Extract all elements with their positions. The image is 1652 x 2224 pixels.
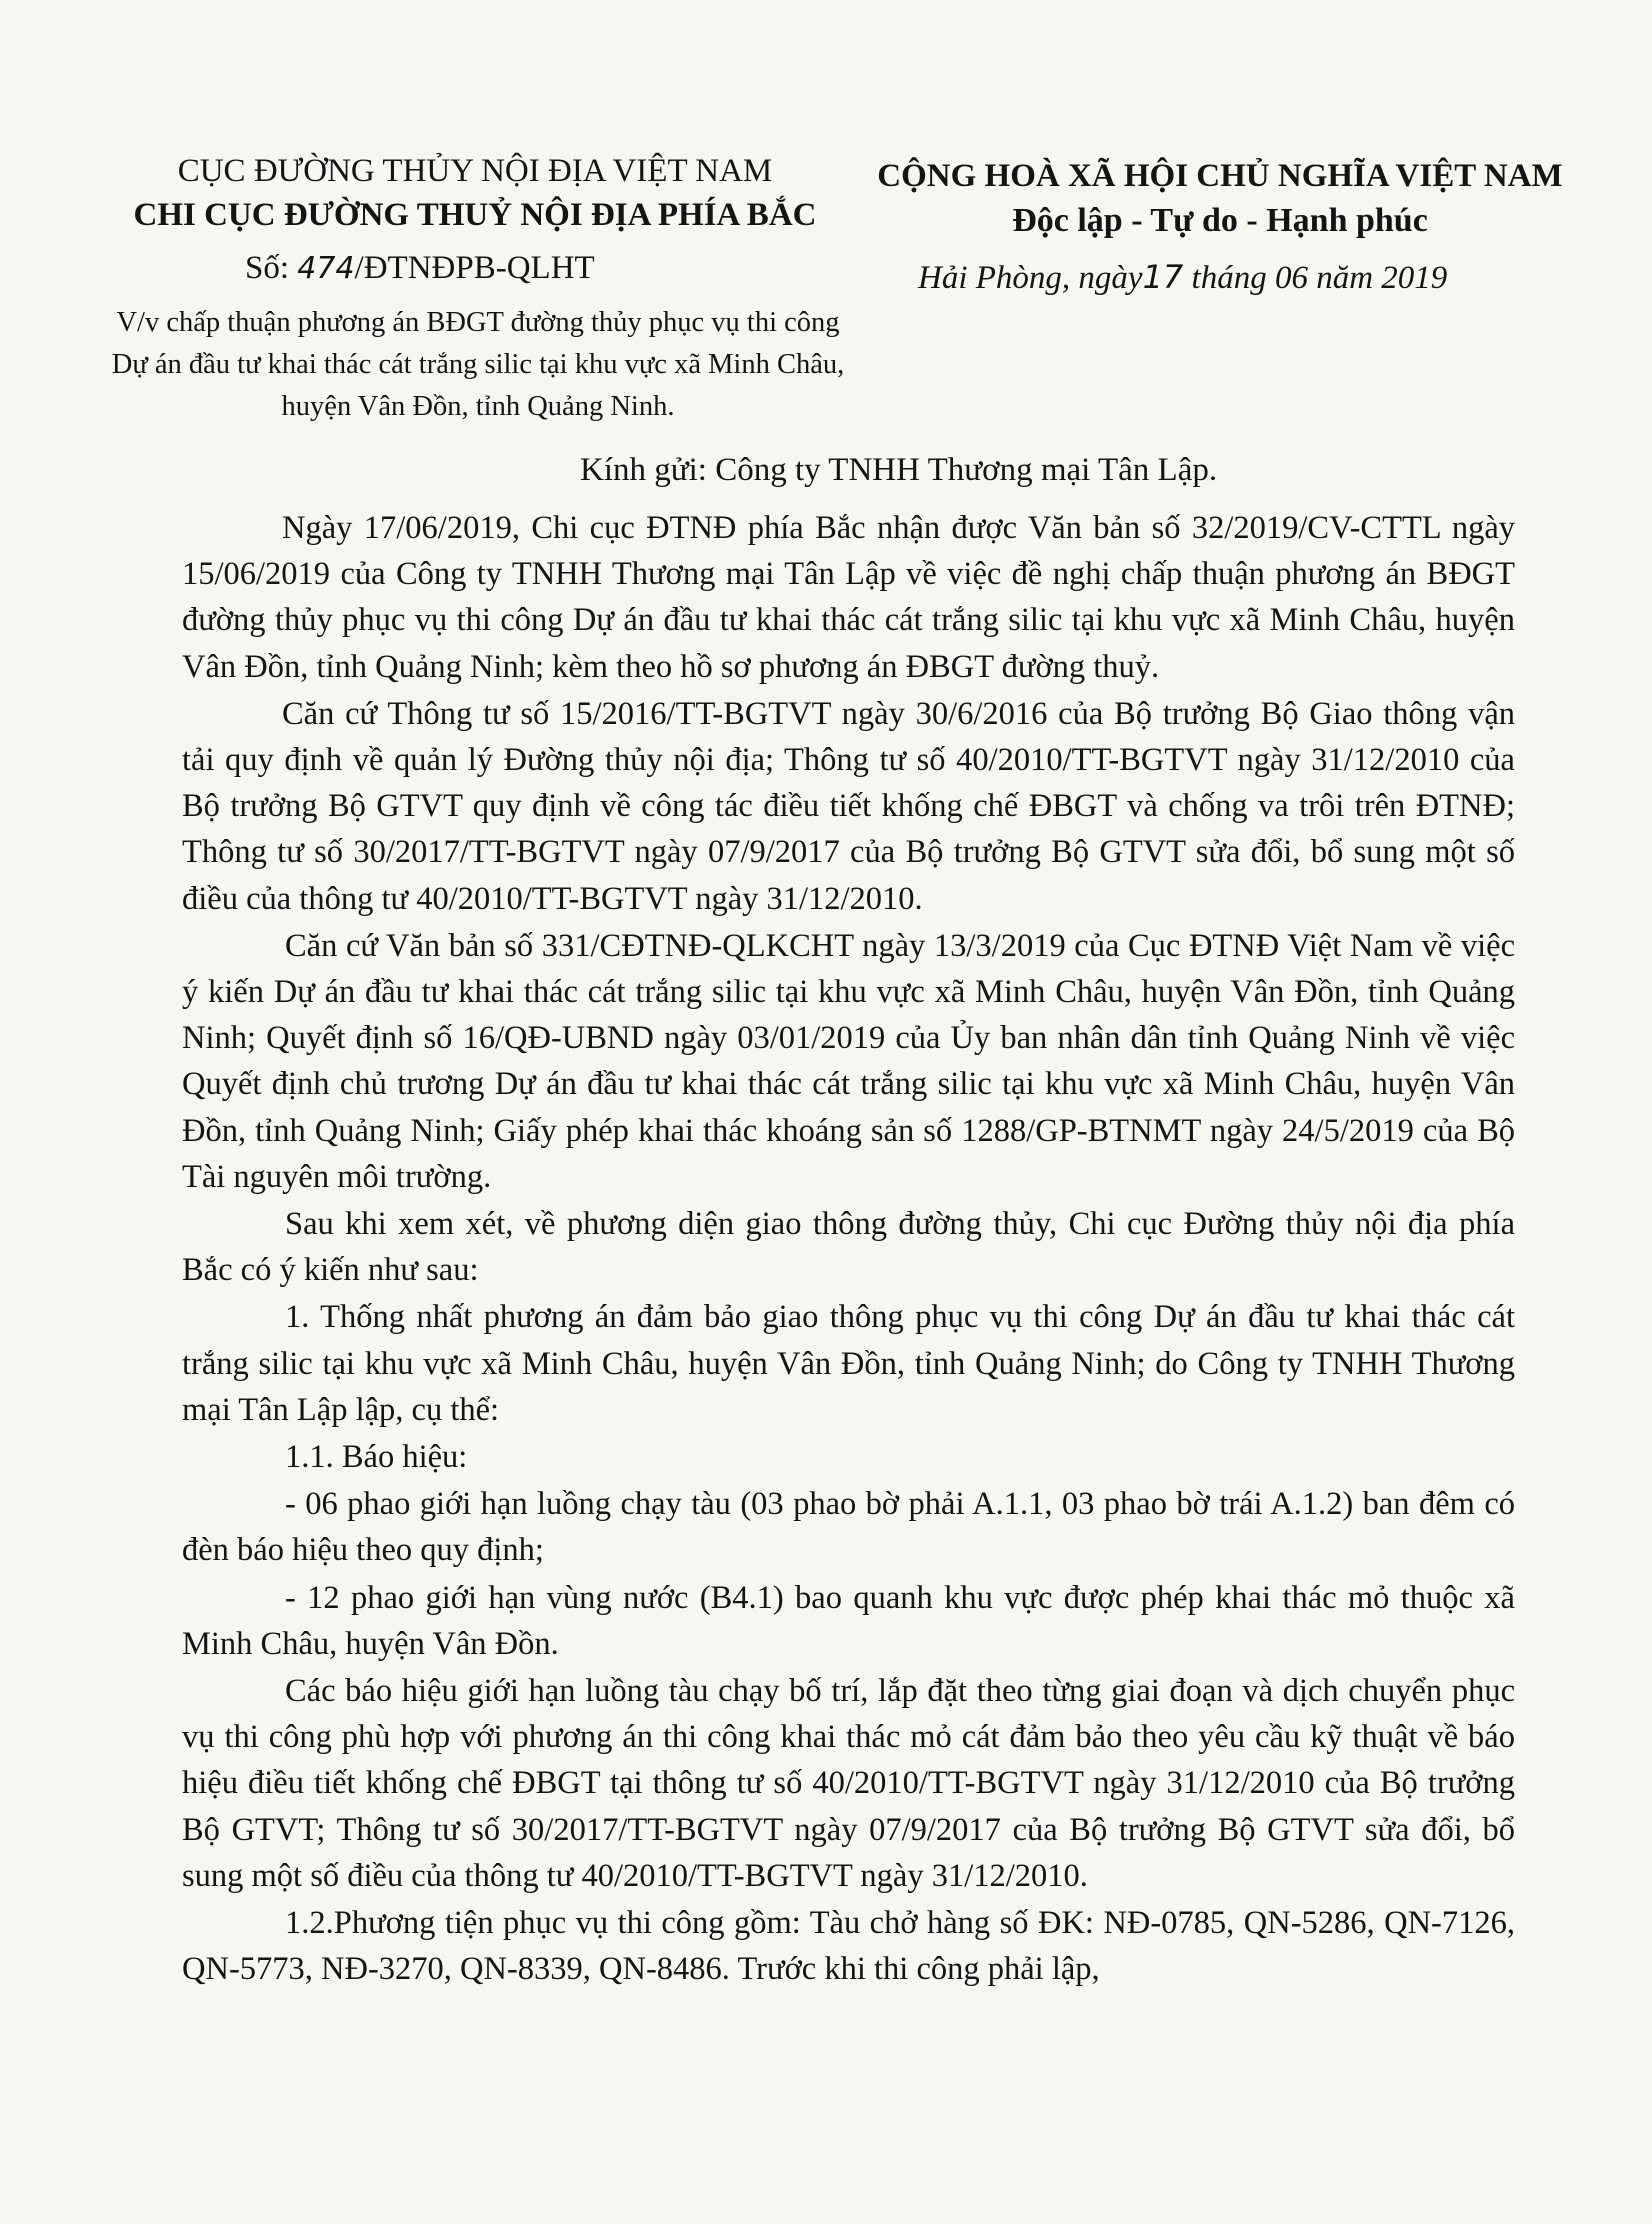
paragraph: Các báo hiệu giới hạn luồng tàu chạy bố trí, lắp đặt theo từng giai đoạn và dịch chuyển phục vụ thi công phù hợp với phương án thi công khai thác mỏ cát đảm bảo theo yêu cầu kỹ thuật về báo hiệu điều tiết khống chế ĐBGT tại thông tư số 40/2010/TT-BGTVT ngày 31/12/2010 của Bộ trưởng Bộ GTVT; Thông tư số 30/2017/TT-BGTVT ngày 07/9/2017 của Bộ trưởng Bộ GTVT sửa đổi, bổ sung một số điều của thông tư 40/2010/TT-BGTVT ngày 31/12/2010. <box>182 1673 1515 1894</box>
date-suffix: tháng 06 năm 2019 <box>1183 260 1448 296</box>
date-line <box>918 258 1447 297</box>
paragraph: Căn cứ Văn bản số 331/CĐTNĐ-QLKCHT ngày 13/3/2019 của Cục ĐTNĐ Việt Nam về việc ý kiến Dự án đầu tư khai thác cát trắng silic tại khu vực xã Minh Châu, huyện Vân Đồn, tỉnh Quảng Ninh; Quyết định số 16/QĐ-UBND ngày 03/01/2019 của Ủy ban nhân dân tỉnh Quảng Ninh về việc Quyết định chủ trương Dự án đầu tư khai thác cát trắng silic tại khu vực xã Minh Châu, huyện Vân Đồn, tỉnh Quảng Ninh; Giấy phép khai thác khoáng sản số 1288/GP-BTNMT ngày 24/5/2019 của Bộ Tài nguyên môi trường. <box>182 927 1515 1195</box>
paragraph: Sau khi xem xét, về phương diện giao thông đường thủy, Chi cục Đường thủy nội địa phía Bắc có ý kiến như sau: <box>182 1206 1515 1289</box>
document-body <box>182 505 1515 1994</box>
paragraph: 1. Thống nhất phương án đảm bảo giao thông phục vụ thi công Dự án đầu tư khai thác cát trắng silic tại khu vực xã Minh Châu, huyện Vân Đồn, tỉnh Quảng Ninh; do Công ty TNHH Thương mại Tân Lập lập, cụ thể: <box>182 1299 1515 1428</box>
issuing-agency <box>115 150 835 237</box>
paragraph: 1.1. Báo hiệu: <box>285 1439 468 1476</box>
date-day-handwritten: 17 <box>1142 258 1184 296</box>
recipient-line: Kính gửi: Công ty TNHH Thương mại Tân Lập. <box>580 452 1218 488</box>
paragraph: Ngày 17/06/2019, Chi cục ĐTNĐ phía Bắc nhận được Văn bản số 32/2019/CV-CTTL ngày 15/06/2019 của Công ty TNHH Thương mại Tân Lập về việc đề nghị chấp thuận phương án BĐGT đường thủy phục vụ thi công Dự án đầu tư khai thác cát trắng silic tại khu vực xã Minh Châu, huyện Vân Đồn, tỉnh Quảng Ninh; kèm theo hồ sơ phương án ĐBGT đường thuỷ. <box>182 510 1515 685</box>
subject-line: V/v chấp thuận phương án BĐGT đường thủy phục vụ thi công Dự án đầu tư khai thác cát trắng silic tại khu vực xã Minh Châu, huyện Vân Đồn, tỉnh Quảng Ninh. <box>111 307 845 423</box>
parent-agency-name: CỤC ĐƯỜNG THỦY NỘI ĐỊA VIỆT NAM <box>177 153 773 189</box>
paragraph: - 06 phao giới hạn luồng chạy tàu (03 phao bờ phải A.1.1, 03 phao bờ trái A.1.2) ban đêm có đèn báo hiệu theo quy định; <box>182 1486 1515 1569</box>
document-number <box>245 250 595 287</box>
document-number-suffix: /ĐTNĐPB-QLHT <box>354 250 595 286</box>
paragraph: 1.2.Phương tiện phục vụ thi công gồm: Tàu chở hàng số ĐK: NĐ-0785, QN-5286, QN-7126, QN-5773, NĐ-3270, QN-8339, QN-8486. Trước khi thi công phải lập, <box>182 1905 1515 1988</box>
country-name: CỘNG HOÀ XÃ HỘI CHỦ NGHĨA VIỆT NAM <box>877 158 1563 194</box>
national-motto <box>860 155 1580 243</box>
document-number-prefix: Số: <box>245 250 298 286</box>
paragraph: - 12 phao giới hạn vùng nước (B4.1) bao quanh khu vực được phép khai thác mỏ thuộc xã Minh Châu, huyện Vân Đồn. <box>182 1579 1515 1662</box>
document-number-handwritten: 474 <box>297 251 355 286</box>
date-prefix: Hải Phòng, ngày <box>918 260 1143 296</box>
motto: Độc lập - Tự do - Hạnh phúc <box>1012 201 1428 239</box>
paragraph: Căn cứ Thông tư số 15/2016/TT-BGTVT ngày 30/6/2016 của Bộ trưởng Bộ Giao thông vận tải quy định về quản lý Đường thủy nội địa; Thông tư số 40/2010/TT-BGTVT ngày 31/12/2010 của Bộ trưởng Bộ GTVT quy định về công tác điều tiết khống chế ĐBGT và chống va trôi trên ĐTNĐ; Thông tư số 30/2017/TT-BGTVT ngày 07/9/2017 của Bộ trưởng Bộ GTVT sửa đổi, bổ sung một số điều của thông tư 40/2010/TT-BGTVT ngày 31/12/2010. <box>182 695 1515 917</box>
agency-name: CHI CỤC ĐƯỜNG THUỶ NỘI ĐỊA PHÍA BẮC <box>133 196 817 233</box>
